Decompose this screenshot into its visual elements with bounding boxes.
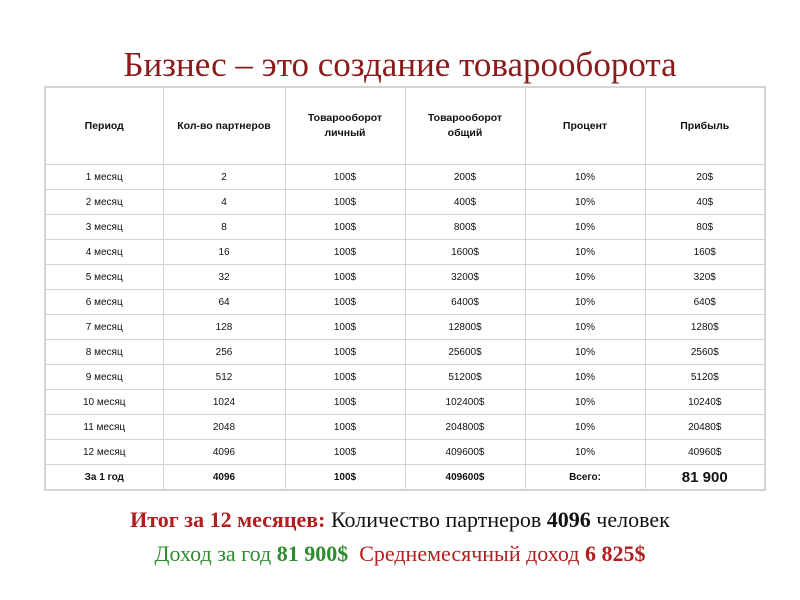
cell-partners: 64 (163, 290, 285, 315)
cell-percent: 10% (525, 215, 645, 240)
cell-partners: 512 (163, 365, 285, 390)
cell-profit: 320$ (645, 265, 765, 290)
header-period: Период (45, 87, 163, 165)
cell-period: 5 месяц (45, 265, 163, 290)
cell-turnover-total: 3200$ (405, 265, 525, 290)
cell-period: 6 месяц (45, 290, 163, 315)
page-title: Бизнес – это создание товарооборота (123, 45, 677, 84)
cell-turnover-personal: 100$ (285, 290, 405, 315)
cell-turnover-personal: 100$ (285, 390, 405, 415)
cell-period: 11 месяц (45, 415, 163, 440)
cell-turnover-total: 25600$ (405, 340, 525, 365)
cell-profit: 80$ (645, 215, 765, 240)
cell-partners: 16 (163, 240, 285, 265)
cell-profit: 5120$ (645, 365, 765, 390)
cell-percent: 10% (525, 190, 645, 215)
cell-turnover-total: 51200$ (405, 365, 525, 390)
cell-turnover-personal: 100$ (285, 440, 405, 465)
table-row (45, 390, 765, 415)
cell-percent: 10% (525, 240, 645, 265)
table-header-row (45, 87, 765, 165)
cell-turnover-personal: 100$ (285, 365, 405, 390)
cell-profit: 640$ (645, 290, 765, 315)
cell-percent: 10% (525, 290, 645, 315)
cell-turnover-personal: 100$ (285, 315, 405, 340)
total-cell-partners: 4096 (163, 465, 285, 491)
cell-period: 8 месяц (45, 340, 163, 365)
table-row (45, 190, 765, 215)
yearly-income-label: Доход за год (154, 541, 277, 566)
cell-percent: 10% (525, 340, 645, 365)
header-turnover-personal: Товарооборот личный (285, 87, 405, 165)
cell-period: 2 месяц (45, 190, 163, 215)
cell-period: 10 месяц (45, 390, 163, 415)
cell-profit: 20480$ (645, 415, 765, 440)
cell-profit: 2560$ (645, 340, 765, 365)
cell-partners: 2 (163, 165, 285, 190)
table-row (45, 340, 765, 365)
cell-partners: 4 (163, 190, 285, 215)
cell-profit: 1280$ (645, 315, 765, 340)
summary-partners-count: 4096 (546, 507, 591, 532)
cell-turnover-personal: 100$ (285, 265, 405, 290)
table-row (45, 265, 765, 290)
cell-turnover-total: 1600$ (405, 240, 525, 265)
cell-period: 7 месяц (45, 315, 163, 340)
cell-partners: 8 (163, 215, 285, 240)
turnover-table (44, 86, 766, 491)
cell-period: 12 месяц (45, 440, 163, 465)
cell-partners: 2048 (163, 415, 285, 440)
table-row (45, 240, 765, 265)
summary-partners-text: Количество партнеров (325, 507, 547, 532)
header-partners: Кол-во партнеров (163, 87, 285, 165)
header-percent: Процент (525, 87, 645, 165)
cell-percent: 10% (525, 365, 645, 390)
cell-turnover-personal: 100$ (285, 165, 405, 190)
cell-turnover-total: 409600$ (405, 440, 525, 465)
cell-partners: 1024 (163, 390, 285, 415)
cell-percent: 10% (525, 315, 645, 340)
cell-turnover-personal: 100$ (285, 340, 405, 365)
cell-percent: 10% (525, 165, 645, 190)
summary-income (0, 540, 800, 568)
cell-percent: 10% (525, 415, 645, 440)
cell-profit: 40$ (645, 190, 765, 215)
monthly-income-label: Среднемесячный доход (359, 541, 585, 566)
cell-profit: 40960$ (645, 440, 765, 465)
monthly-income-value: 6 825$ (584, 541, 646, 566)
cell-turnover-total: 400$ (405, 190, 525, 215)
cell-percent: 10% (525, 440, 645, 465)
summary-partners-suffix: человек (590, 507, 670, 532)
cell-partners: 32 (163, 265, 285, 290)
total-cell-profit: 81 900 (645, 465, 765, 491)
summary-label: Итог за 12 месяцев: (130, 507, 326, 532)
total-cell-percent: Всего: (525, 465, 645, 491)
cell-percent: 10% (525, 265, 645, 290)
total-cell-turnover-personal: 100$ (285, 465, 405, 491)
cell-turnover-total: 800$ (405, 215, 525, 240)
cell-turnover-total: 102400$ (405, 390, 525, 415)
cell-period: 1 месяц (45, 165, 163, 190)
cell-profit: 10240$ (645, 390, 765, 415)
table-row (45, 290, 765, 315)
table-total-row (45, 465, 765, 491)
header-turnover-total: Товарооборот общий (405, 87, 525, 165)
table-row (45, 365, 765, 390)
summary-partners (0, 506, 800, 534)
cell-turnover-total: 12800$ (405, 315, 525, 340)
cell-period: 9 месяц (45, 365, 163, 390)
cell-turnover-personal: 100$ (285, 190, 405, 215)
table-row (45, 415, 765, 440)
cell-partners: 256 (163, 340, 285, 365)
table-row (45, 165, 765, 190)
table-row (45, 215, 765, 240)
cell-profit: 20$ (645, 165, 765, 190)
cell-turnover-total: 200$ (405, 165, 525, 190)
cell-turnover-total: 6400$ (405, 290, 525, 315)
table-row (45, 315, 765, 340)
cell-partners: 128 (163, 315, 285, 340)
total-cell-turnover-total: 409600$ (405, 465, 525, 491)
cell-turnover-personal: 100$ (285, 415, 405, 440)
header-profit: Прибыль (645, 87, 765, 165)
cell-turnover-personal: 100$ (285, 240, 405, 265)
yearly-income-value: 81 900$ (276, 541, 349, 566)
cell-profit: 160$ (645, 240, 765, 265)
cell-turnover-total: 204800$ (405, 415, 525, 440)
cell-turnover-personal: 100$ (285, 215, 405, 240)
table-row (45, 440, 765, 465)
cell-partners: 4096 (163, 440, 285, 465)
cell-period: 4 месяц (45, 240, 163, 265)
cell-percent: 10% (525, 390, 645, 415)
cell-period: 3 месяц (45, 215, 163, 240)
total-cell-period: За 1 год (45, 465, 163, 491)
